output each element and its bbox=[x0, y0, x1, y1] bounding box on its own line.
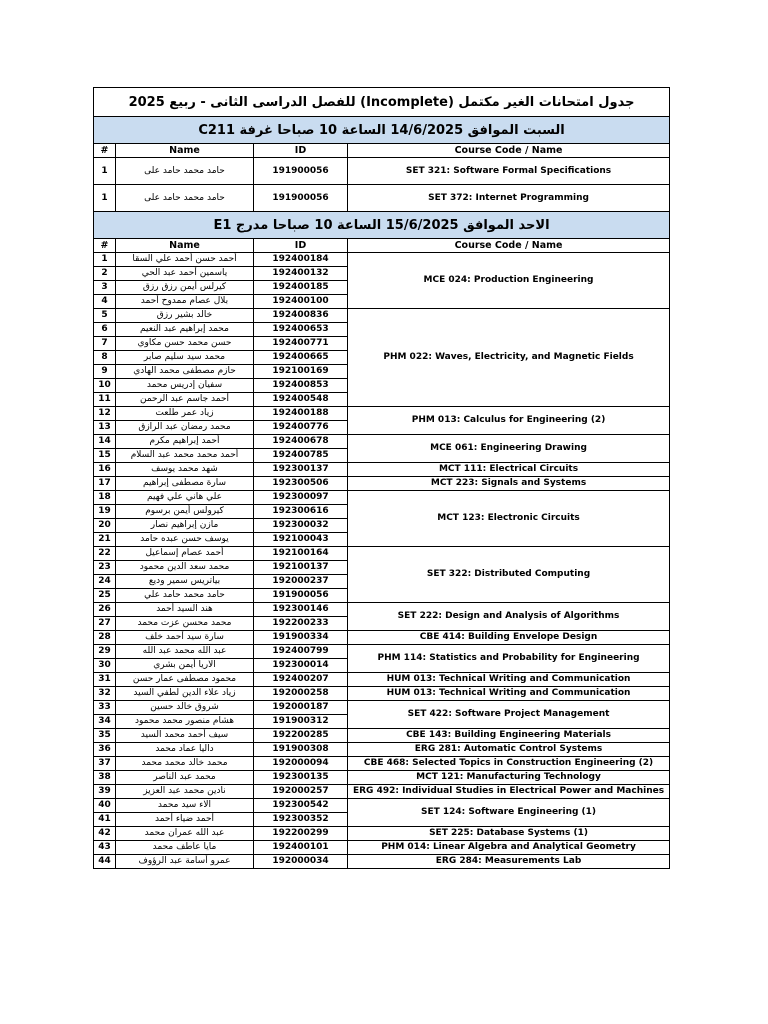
row-number: 30 bbox=[94, 659, 116, 673]
student-name: محمود مصطفى عمار حسن bbox=[116, 673, 254, 687]
table-row bbox=[94, 827, 670, 841]
student-name: الاء سيد محمد bbox=[116, 799, 254, 813]
row-number: 20 bbox=[94, 519, 116, 533]
student-name: حسن محمد حسن مكاوي bbox=[116, 337, 254, 351]
student-name: كيرولس أيمن برسوم bbox=[116, 505, 254, 519]
table-row bbox=[94, 477, 670, 491]
course-cell: CBE 143: Building Engineering Materials bbox=[348, 729, 670, 743]
table-row bbox=[94, 841, 670, 855]
student-name: محمد رمضان عبد الرازق bbox=[116, 421, 254, 435]
student-id: 192300542 bbox=[254, 799, 348, 813]
header-num: # bbox=[94, 239, 116, 253]
section-heading bbox=[94, 117, 670, 144]
student-name: حامد محمد حامد على bbox=[116, 158, 254, 185]
student-name: مايا عاطف محمد bbox=[116, 841, 254, 855]
course-cell: SET 322: Distributed Computing bbox=[348, 547, 670, 603]
row-number: 25 bbox=[94, 589, 116, 603]
row-number: 8 bbox=[94, 351, 116, 365]
student-id: 191900312 bbox=[254, 715, 348, 729]
row-number: 16 bbox=[94, 463, 116, 477]
student-name: خالد بشير رزق bbox=[116, 309, 254, 323]
row-number: 44 bbox=[94, 855, 116, 869]
student-id: 192300135 bbox=[254, 771, 348, 785]
student-id: 192300352 bbox=[254, 813, 348, 827]
student-id: 192100169 bbox=[254, 365, 348, 379]
table-row bbox=[94, 743, 670, 757]
course-cell: PHM 014: Linear Algebra and Analytical Geometry bbox=[348, 841, 670, 855]
row-number: 12 bbox=[94, 407, 116, 421]
section-heading bbox=[94, 212, 670, 239]
row-number: 13 bbox=[94, 421, 116, 435]
student-name: محمد محسن عزت محمد bbox=[116, 617, 254, 631]
student-name: حازم مصطفى محمد الهادي bbox=[116, 365, 254, 379]
table-row bbox=[94, 463, 670, 477]
row-number: 42 bbox=[94, 827, 116, 841]
course-cell: SET 372: Internet Programming bbox=[348, 185, 670, 212]
table-row bbox=[94, 253, 670, 267]
table-row bbox=[94, 729, 670, 743]
student-id: 192400188 bbox=[254, 407, 348, 421]
table-row bbox=[94, 185, 670, 212]
table-row bbox=[94, 855, 670, 869]
row-number: 24 bbox=[94, 575, 116, 589]
header-course: Course Code / Name bbox=[348, 239, 670, 253]
row-number: 19 bbox=[94, 505, 116, 519]
student-name: كيرلس أيمن رزق رزق bbox=[116, 281, 254, 295]
course-cell: PHM 114: Statistics and Probability for Engineering bbox=[348, 645, 670, 673]
student-name: يوسف حسن عبده حامد bbox=[116, 533, 254, 547]
exam-schedule-body bbox=[94, 88, 670, 869]
student-id: 192400665 bbox=[254, 351, 348, 365]
student-name: ياسمين أحمد عبد الحي bbox=[116, 267, 254, 281]
student-id: 192100137 bbox=[254, 561, 348, 575]
student-id: 192300146 bbox=[254, 603, 348, 617]
row-number: 21 bbox=[94, 533, 116, 547]
row-number: 10 bbox=[94, 379, 116, 393]
course-cell: CBE 468: Selected Topics in Construction Engineering (2) bbox=[348, 757, 670, 771]
header-id: ID bbox=[254, 239, 348, 253]
row-number: 27 bbox=[94, 617, 116, 631]
header-name: Name bbox=[116, 239, 254, 253]
student-name: عبد الله عمران محمد bbox=[116, 827, 254, 841]
student-name: مازن إبراهيم نصار bbox=[116, 519, 254, 533]
table-row bbox=[94, 631, 670, 645]
student-id: 192300014 bbox=[254, 659, 348, 673]
student-id: 192300032 bbox=[254, 519, 348, 533]
table-row bbox=[94, 645, 670, 659]
student-id: 192400836 bbox=[254, 309, 348, 323]
course-cell: PHM 013: Calculus for Engineering (2) bbox=[348, 407, 670, 435]
student-id: 192200285 bbox=[254, 729, 348, 743]
student-id: 191900334 bbox=[254, 631, 348, 645]
student-id: 192400678 bbox=[254, 435, 348, 449]
student-id: 192400548 bbox=[254, 393, 348, 407]
student-name: أحمد جاسم عبد الرحمن bbox=[116, 393, 254, 407]
table-row bbox=[94, 771, 670, 785]
course-cell: SET 422: Software Project Management bbox=[348, 701, 670, 729]
student-id: 192200233 bbox=[254, 617, 348, 631]
student-id: 192400132 bbox=[254, 267, 348, 281]
column-header-row bbox=[94, 239, 670, 253]
course-cell: SET 124: Software Engineering (1) bbox=[348, 799, 670, 827]
course-cell: HUM 013: Technical Writing and Communication bbox=[348, 673, 670, 687]
row-number: 36 bbox=[94, 743, 116, 757]
student-name: زياد علاء الدين لطفي السيد bbox=[116, 687, 254, 701]
row-number: 1 bbox=[94, 185, 116, 212]
row-number: 1 bbox=[94, 253, 116, 267]
course-cell: ERG 492: Individual Studies in Electrical Power and Machines bbox=[348, 785, 670, 799]
course-cell: MCT 111: Electrical Circuits bbox=[348, 463, 670, 477]
row-number: 6 bbox=[94, 323, 116, 337]
course-cell: MCT 223: Signals and Systems bbox=[348, 477, 670, 491]
section-heading-row bbox=[94, 117, 670, 144]
header-course: Course Code / Name bbox=[348, 144, 670, 158]
exam-schedule-table bbox=[93, 87, 670, 869]
column-header-row bbox=[94, 144, 670, 158]
course-cell: HUM 013: Technical Writing and Communication bbox=[348, 687, 670, 701]
header-num: # bbox=[94, 144, 116, 158]
row-number: 28 bbox=[94, 631, 116, 645]
title-row bbox=[94, 88, 670, 117]
student-id: 192000187 bbox=[254, 701, 348, 715]
row-number: 17 bbox=[94, 477, 116, 491]
course-cell: SET 222: Design and Analysis of Algorithms bbox=[348, 603, 670, 631]
course-cell: SET 321: Software Formal Specifications bbox=[348, 158, 670, 185]
table-row bbox=[94, 491, 670, 505]
student-id: 192100164 bbox=[254, 547, 348, 561]
student-id: 191900308 bbox=[254, 743, 348, 757]
student-name: هند السيد أحمد bbox=[116, 603, 254, 617]
student-name: بلال عصام ممدوح أحمد bbox=[116, 295, 254, 309]
student-name: محمد إبراهيم عبد النعيم bbox=[116, 323, 254, 337]
student-name: محمد سعد الدين محمود bbox=[116, 561, 254, 575]
row-number: 39 bbox=[94, 785, 116, 799]
student-id: 192000257 bbox=[254, 785, 348, 799]
row-number: 23 bbox=[94, 561, 116, 575]
row-number: 43 bbox=[94, 841, 116, 855]
student-name: هشام منصور محمد محمود bbox=[116, 715, 254, 729]
row-number: 38 bbox=[94, 771, 116, 785]
row-number: 5 bbox=[94, 309, 116, 323]
row-number: 26 bbox=[94, 603, 116, 617]
student-name: بياتريس سمير وديع bbox=[116, 575, 254, 589]
table-row bbox=[94, 799, 670, 813]
section-heading-text: الاحد الموافق 15/6/2025 الساعة 10 صباحا مدرج E1 bbox=[213, 217, 550, 233]
student-name: زياد عمر طلعت bbox=[116, 407, 254, 421]
student-id: 192400771 bbox=[254, 337, 348, 351]
table-row bbox=[94, 158, 670, 185]
student-name: حامد محمد حامد على bbox=[116, 185, 254, 212]
student-name: سيف أحمد محمد السيد bbox=[116, 729, 254, 743]
student-id: 191900056 bbox=[254, 185, 348, 212]
student-id: 192300097 bbox=[254, 491, 348, 505]
student-name: أحمد حسن أحمد علي السقا bbox=[116, 253, 254, 267]
student-id: 192400785 bbox=[254, 449, 348, 463]
student-id: 192400101 bbox=[254, 841, 348, 855]
table-row bbox=[94, 435, 670, 449]
table-row bbox=[94, 785, 670, 799]
course-cell: PHM 022: Waves, Electricity, and Magnetic Fields bbox=[348, 309, 670, 407]
student-id: 192400207 bbox=[254, 673, 348, 687]
header-id: ID bbox=[254, 144, 348, 158]
student-name: محمد عبد الناصر bbox=[116, 771, 254, 785]
schedule-title: جدول امتحانات الغير مكتمل (Incomplete) للفصل الدراسى الثانى - ربيع 2025 bbox=[94, 88, 670, 117]
student-id: 192000094 bbox=[254, 757, 348, 771]
student-name: داليا عماد محمد bbox=[116, 743, 254, 757]
row-number: 33 bbox=[94, 701, 116, 715]
student-name: أحمد ضياء أحمد bbox=[116, 813, 254, 827]
table-row bbox=[94, 673, 670, 687]
row-number: 40 bbox=[94, 799, 116, 813]
table-row bbox=[94, 407, 670, 421]
student-id: 192000258 bbox=[254, 687, 348, 701]
student-id: 192400776 bbox=[254, 421, 348, 435]
student-name: سفيان إدريس محمد bbox=[116, 379, 254, 393]
student-name: عبد الله محمد عبد الله bbox=[116, 645, 254, 659]
student-name: عمرو أسامة عبد الرؤوف bbox=[116, 855, 254, 869]
student-id: 192100043 bbox=[254, 533, 348, 547]
row-number: 1 bbox=[94, 158, 116, 185]
row-number: 15 bbox=[94, 449, 116, 463]
course-cell: MCT 121: Manufacturing Technology bbox=[348, 771, 670, 785]
student-id: 192400799 bbox=[254, 645, 348, 659]
student-id: 192300137 bbox=[254, 463, 348, 477]
student-name: شهد محمد يوسف bbox=[116, 463, 254, 477]
course-cell: CBE 414: Building Envelope Design bbox=[348, 631, 670, 645]
course-cell: ERG 284: Measurements Lab bbox=[348, 855, 670, 869]
course-cell: SET 225: Database Systems (1) bbox=[348, 827, 670, 841]
row-number: 3 bbox=[94, 281, 116, 295]
row-number: 4 bbox=[94, 295, 116, 309]
table-row bbox=[94, 701, 670, 715]
student-name: حامد محمد حامد علي bbox=[116, 589, 254, 603]
student-id: 192300506 bbox=[254, 477, 348, 491]
table-row bbox=[94, 309, 670, 323]
student-name: أحمد عصام إسماعيل bbox=[116, 547, 254, 561]
row-number: 22 bbox=[94, 547, 116, 561]
student-id: 192400184 bbox=[254, 253, 348, 267]
row-number: 35 bbox=[94, 729, 116, 743]
course-cell: MCE 061: Engineering Drawing bbox=[348, 435, 670, 463]
row-number: 29 bbox=[94, 645, 116, 659]
student-name: سارة مصطفى إبراهيم bbox=[116, 477, 254, 491]
table-row bbox=[94, 757, 670, 771]
row-number: 31 bbox=[94, 673, 116, 687]
student-id: 192400100 bbox=[254, 295, 348, 309]
student-id: 192300616 bbox=[254, 505, 348, 519]
row-number: 7 bbox=[94, 337, 116, 351]
row-number: 37 bbox=[94, 757, 116, 771]
table-row bbox=[94, 547, 670, 561]
student-name: الاريا أيمن بشري bbox=[116, 659, 254, 673]
table-row bbox=[94, 603, 670, 617]
student-name: محمد خالد محمد محمد bbox=[116, 757, 254, 771]
row-number: 32 bbox=[94, 687, 116, 701]
section-heading-text: السبت الموافق 14/6/2025 الساعة 10 صباحا غرفة C211 bbox=[198, 122, 565, 138]
student-name: أحمد محمد محمد عبد السلام bbox=[116, 449, 254, 463]
student-id: 191900056 bbox=[254, 589, 348, 603]
header-name: Name bbox=[116, 144, 254, 158]
student-id: 192400185 bbox=[254, 281, 348, 295]
student-id: 192000034 bbox=[254, 855, 348, 869]
table-row bbox=[94, 687, 670, 701]
course-cell: MCT 123: Electronic Circuits bbox=[348, 491, 670, 547]
row-number: 18 bbox=[94, 491, 116, 505]
course-cell: MCE 024: Production Engineering bbox=[348, 253, 670, 309]
student-name: سارة سيد أحمد خلف bbox=[116, 631, 254, 645]
student-name: علي هاني علي فهيم bbox=[116, 491, 254, 505]
row-number: 11 bbox=[94, 393, 116, 407]
student-id: 192000237 bbox=[254, 575, 348, 589]
row-number: 9 bbox=[94, 365, 116, 379]
course-cell: ERG 281: Automatic Control Systems bbox=[348, 743, 670, 757]
student-name: شروق خالد حسين bbox=[116, 701, 254, 715]
row-number: 41 bbox=[94, 813, 116, 827]
student-id: 192400653 bbox=[254, 323, 348, 337]
student-name: نادين محمد عبد العزيز bbox=[116, 785, 254, 799]
student-id: 192400853 bbox=[254, 379, 348, 393]
section-heading-row bbox=[94, 212, 670, 239]
student-id: 192200299 bbox=[254, 827, 348, 841]
row-number: 14 bbox=[94, 435, 116, 449]
row-number: 34 bbox=[94, 715, 116, 729]
student-id: 191900056 bbox=[254, 158, 348, 185]
student-name: أحمد إبراهيم مكرم bbox=[116, 435, 254, 449]
student-name: محمد سيد سليم صابر bbox=[116, 351, 254, 365]
row-number: 2 bbox=[94, 267, 116, 281]
